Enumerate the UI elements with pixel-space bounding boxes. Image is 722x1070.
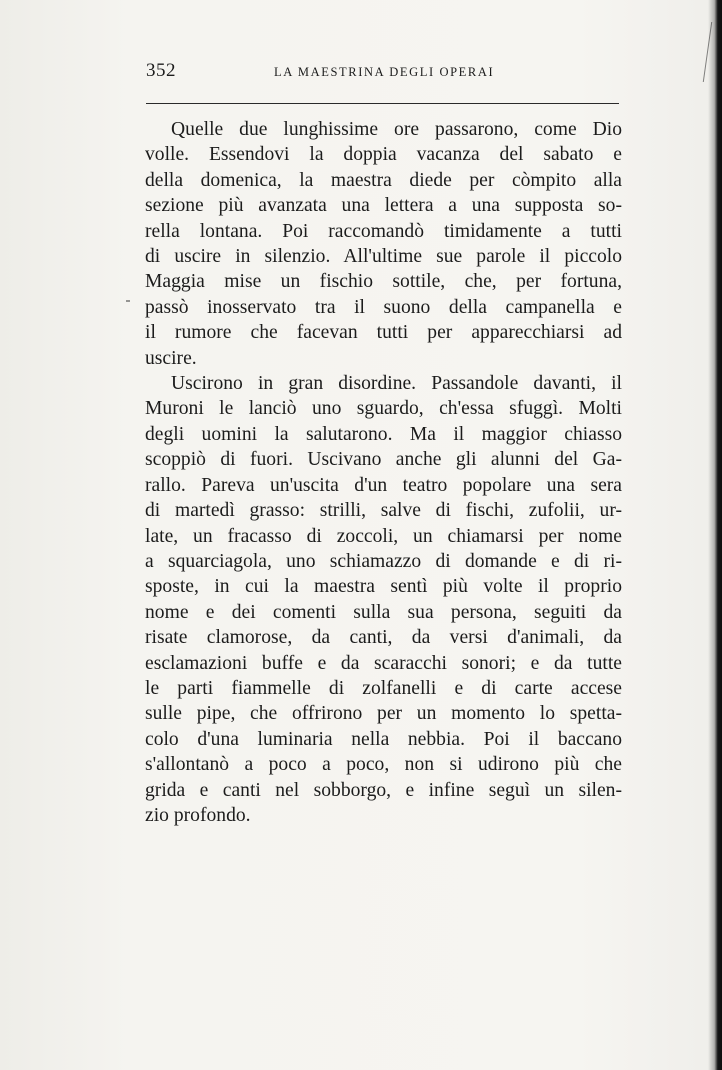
text-line: late, un fracasso di zoccoli, un chiamarsi per nome [145,525,622,547]
body-text [145,117,622,828]
text-line: volle. Essendovi la doppia vacanza del sabato e [145,144,622,166]
text-line: nome e dei comenti sulla sua persona, seguiti da [145,601,622,623]
text-line: Uscirono in gran disordine. Passandole davanti, il [171,373,622,395]
text-line: a squarciagola, uno schiamazzo di domande e di ri- [145,550,622,572]
text-line: grida e canti nel sobborgo, e infine seguì un silen- [145,779,622,801]
text-line: esclamazioni buffe e da scaracchi sonori; e da tutte [145,652,622,674]
text-line: Muroni le lanciò uno sguardo, ch'essa sfuggì. Molti [145,398,622,420]
running-title: LA MAESTRINA DEGLI OPERAI [274,65,495,79]
text-line: Maggia mise un fischio sottile, che, per fortuna, [145,271,622,293]
text-line: di martedì grasso: strilli, salve di fischi, zufolii, ur- [145,500,622,522]
text-line: della domenica, la maestra diede per còmpito alla [145,169,622,191]
text-line: il rumore che facevan tutti per apparecchiarsi ad [145,322,622,344]
text-line: sposte, in cui la maestra sentì più volte il proprio [145,576,622,598]
text-line: Quelle due lunghissime ore passarono, come Dio [171,119,622,140]
text-line: rella lontana. Poi raccomandò timidamente a tutti [145,220,622,242]
text-line: colo d'una luminaria nella nebbia. Poi il baccano [145,728,622,750]
header-rule [146,103,619,104]
text-line: sezione più avanzata una lettera a una supposta so- [145,195,622,217]
text-line: di uscire in silenzio. All'ultime sue parole il piccolo [145,246,622,268]
text-line: risate clamorose, da canti, da versi d'animali, da [145,627,622,649]
text-line: passò inosservato tra il suono della campanella e [145,296,622,318]
text-line: zio profondo. [145,804,251,826]
text-line: uscire. [145,347,197,369]
margin-speck [126,300,130,302]
page-binding-edge [708,0,722,1070]
text-line: s'allontanò a poco a poco, non si udirono più che [145,754,622,776]
text-line: sulle pipe, che offrirono per un momento lo spetta- [145,703,622,725]
text-line: le parti fiammelle di zolfanelli e di carte accese [145,677,622,699]
page-header [146,59,616,83]
text-line: rallo. Pareva un'uscita d'un teatro popolare una sera [145,474,622,496]
text-line: scoppiò di fuori. Uscivano anche gli alunni del Ga- [145,449,622,471]
page-number: 352 [146,60,176,81]
text-line: degli uomini la salutarono. Ma il maggior chiasso [145,423,622,445]
